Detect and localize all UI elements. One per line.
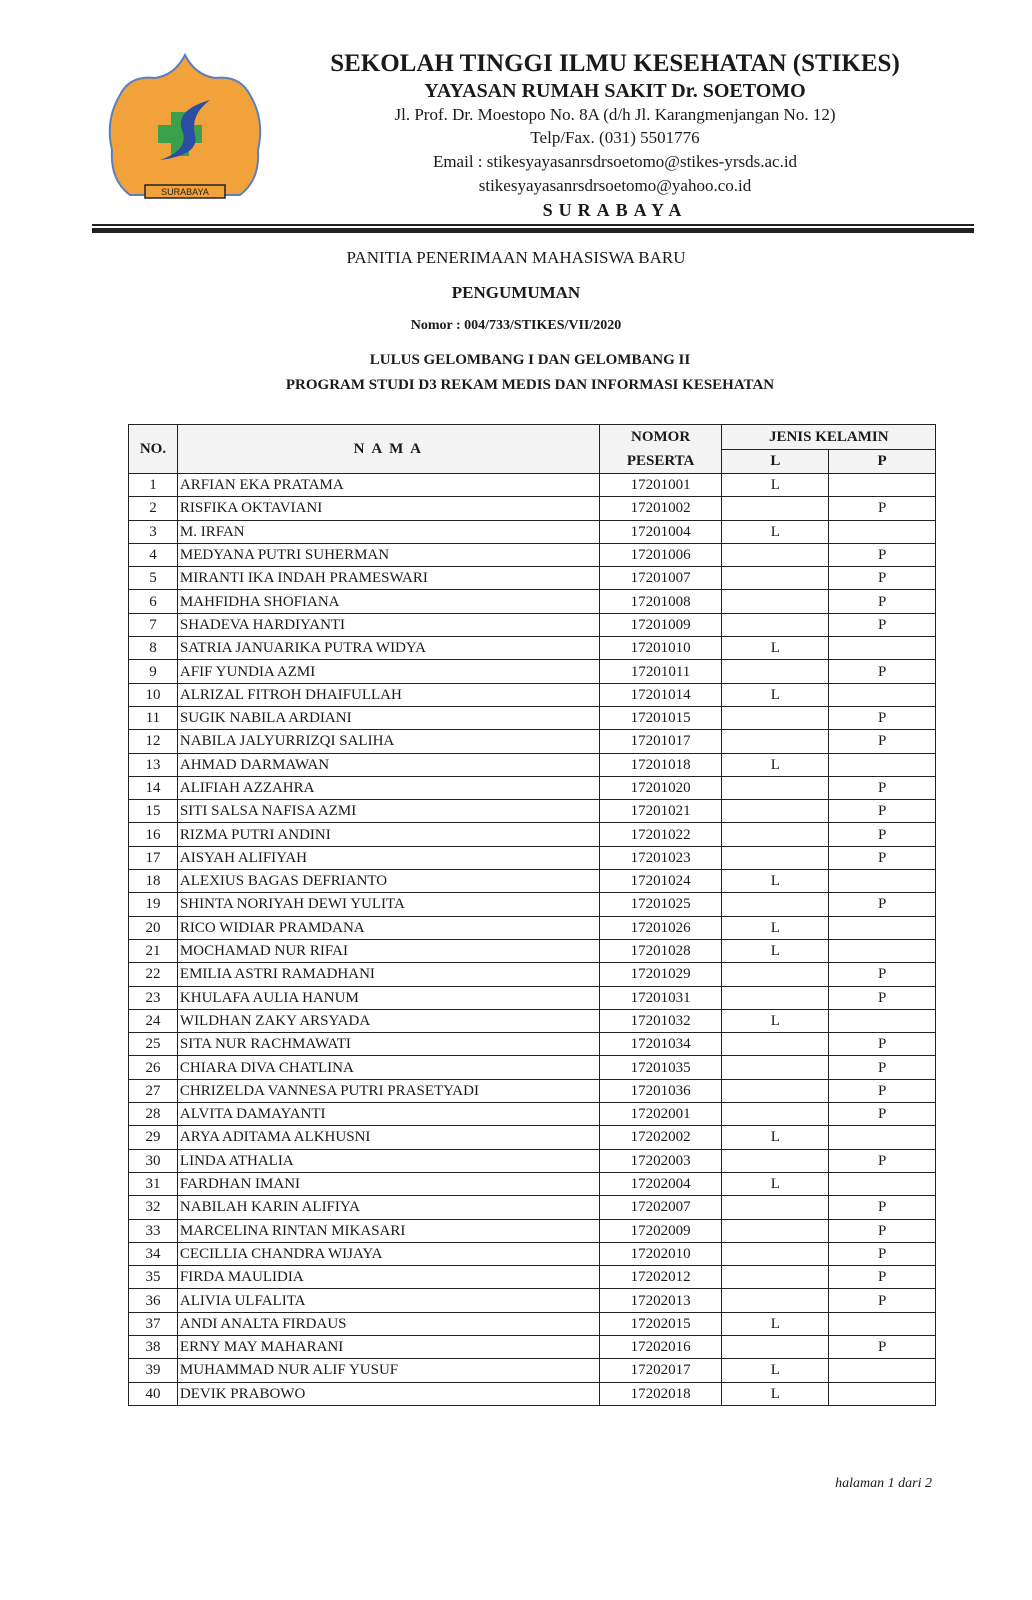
gender-female <box>829 870 936 893</box>
participant-number: 17201011 <box>599 660 722 683</box>
student-name: MARCELINA RINTAN MIKASARI <box>177 1219 599 1242</box>
participant-number: 17202015 <box>599 1312 722 1335</box>
gender-male <box>722 776 829 799</box>
student-name: SHINTA NORIYAH DEWI YULITA <box>177 893 599 916</box>
table-row <box>129 753 936 776</box>
foundation-name: YAYASAN RUMAH SAKIT Dr. SOETOMO <box>424 80 806 102</box>
gender-female <box>829 683 936 706</box>
student-name: AISYAH ALIFIYAH <box>177 846 599 869</box>
gender-female: P <box>829 1103 936 1126</box>
gender-male <box>722 1289 829 1312</box>
row-number: 10 <box>129 683 178 706</box>
table-row <box>129 1009 936 1032</box>
gender-female: P <box>829 1196 936 1219</box>
gender-female <box>829 1312 936 1335</box>
row-number: 40 <box>129 1382 178 1405</box>
row-number: 3 <box>129 520 178 543</box>
gender-male: L <box>722 1126 829 1149</box>
gender-male <box>722 497 829 520</box>
gender-male <box>722 1033 829 1056</box>
gender-male <box>722 613 829 636</box>
row-number: 35 <box>129 1266 178 1289</box>
row-number: 36 <box>129 1289 178 1312</box>
student-name: SUGIK NABILA ARDIANI <box>177 706 599 729</box>
row-number: 28 <box>129 1103 178 1126</box>
gender-female <box>829 1126 936 1149</box>
table-row <box>129 1056 936 1079</box>
gender-male <box>722 1242 829 1265</box>
table-row <box>129 1079 936 1102</box>
gender-male <box>722 1335 829 1358</box>
table-row <box>129 590 936 613</box>
row-number: 39 <box>129 1359 178 1382</box>
table-row <box>129 567 936 590</box>
table-row <box>129 1335 936 1358</box>
row-number: 37 <box>129 1312 178 1335</box>
table-row <box>129 1359 936 1382</box>
gender-male <box>722 893 829 916</box>
gender-female <box>829 1009 936 1032</box>
header-participant-number: NOMOR PESERTA <box>599 425 722 474</box>
table-row <box>129 823 936 846</box>
student-name: SHADEVA HARDIYANTI <box>177 613 599 636</box>
header-female: P <box>829 449 936 474</box>
gender-female: P <box>829 660 936 683</box>
participant-number: 17201010 <box>599 637 722 660</box>
participant-number: 17202003 <box>599 1149 722 1172</box>
participant-number: 17201034 <box>599 1033 722 1056</box>
table-row <box>129 1266 936 1289</box>
row-number: 9 <box>129 660 178 683</box>
row-number: 15 <box>129 800 178 823</box>
gender-male: L <box>722 916 829 939</box>
row-number: 1 <box>129 474 178 497</box>
gender-female: P <box>829 1335 936 1358</box>
gender-female: P <box>829 706 936 729</box>
gender-female: P <box>829 543 936 566</box>
student-name: ARFIAN EKA PRATAMA <box>177 474 599 497</box>
participant-number: 17201032 <box>599 1009 722 1032</box>
gender-male: L <box>722 474 829 497</box>
row-number: 16 <box>129 823 178 846</box>
row-number: 17 <box>129 846 178 869</box>
gender-male: L <box>722 683 829 706</box>
committee-title: PANITIA PENERIMAAN MAHASISWA BARU <box>346 248 686 267</box>
header-male: L <box>722 449 829 474</box>
row-number: 12 <box>129 730 178 753</box>
student-name: DEVIK PRABOWO <box>177 1382 599 1405</box>
row-number: 5 <box>129 567 178 590</box>
participant-number: 17202017 <box>599 1359 722 1382</box>
header-divider <box>92 224 974 226</box>
row-number: 38 <box>129 1335 178 1358</box>
table-row <box>129 660 936 683</box>
gender-male <box>722 660 829 683</box>
gender-male: L <box>722 1172 829 1195</box>
gender-male <box>722 543 829 566</box>
participant-number: 17201021 <box>599 800 722 823</box>
gender-male <box>722 1079 829 1102</box>
student-name: CHIARA DIVA CHATLINA <box>177 1056 599 1079</box>
table-row <box>129 613 936 636</box>
participant-number: 17201017 <box>599 730 722 753</box>
student-name: ALVITA DAMAYANTI <box>177 1103 599 1126</box>
participant-number: 17202001 <box>599 1103 722 1126</box>
gender-male: L <box>722 1359 829 1382</box>
gender-male: L <box>722 637 829 660</box>
table-row <box>129 963 936 986</box>
header-gender: JENIS KELAMIN <box>722 425 936 450</box>
student-name: MAHFIDHA SHOFIANA <box>177 590 599 613</box>
gender-female: P <box>829 1219 936 1242</box>
header-divider-thick <box>92 228 974 233</box>
participant-number: 17201029 <box>599 963 722 986</box>
gender-female: P <box>829 590 936 613</box>
table-row <box>129 1126 936 1149</box>
student-name: FARDHAN IMANI <box>177 1172 599 1195</box>
row-number: 26 <box>129 1056 178 1079</box>
row-number: 14 <box>129 776 178 799</box>
gender-female: P <box>829 613 936 636</box>
subtitle-program: PROGRAM STUDI D3 REKAM MEDIS DAN INFORMASI KESEHATAN <box>285 377 775 393</box>
participant-number: 17201015 <box>599 706 722 729</box>
participant-number: 17202018 <box>599 1382 722 1405</box>
student-name: RICO WIDIAR PRAMDANA <box>177 916 599 939</box>
student-name: NABILAH KARIN ALIFIYA <box>177 1196 599 1219</box>
gender-male <box>722 986 829 1009</box>
student-name: KHULAFA AULIA HANUM <box>177 986 599 1009</box>
gender-male <box>722 1266 829 1289</box>
participant-number: 17201025 <box>599 893 722 916</box>
gender-female <box>829 939 936 962</box>
participant-number: 17202004 <box>599 1172 722 1195</box>
participant-number: 17202007 <box>599 1196 722 1219</box>
email-secondary: stikesyayasanrsdrsoetomo@yahoo.co.id <box>478 176 752 195</box>
row-number: 27 <box>129 1079 178 1102</box>
student-name: AHMAD DARMAWAN <box>177 753 599 776</box>
table-row <box>129 1033 936 1056</box>
table-row <box>129 1289 936 1312</box>
row-number: 18 <box>129 870 178 893</box>
table-row <box>129 683 936 706</box>
table-row <box>129 474 936 497</box>
svg-text:SURABAYA: SURABAYA <box>161 187 209 197</box>
institution-name: SEKOLAH TINGGI ILMU KESEHATAN (STIKES) <box>330 50 900 77</box>
table-row <box>129 543 936 566</box>
student-name: CECILLIA CHANDRA WIJAYA <box>177 1242 599 1265</box>
participant-number: 17202009 <box>599 1219 722 1242</box>
student-name: SITI SALSA NAFISA AZMI <box>177 800 599 823</box>
student-name: ALIFIAH AZZAHRA <box>177 776 599 799</box>
participant-number: 17201001 <box>599 474 722 497</box>
student-name: MEDYANA PUTRI SUHERMAN <box>177 543 599 566</box>
gender-male: L <box>722 1312 829 1335</box>
gender-female <box>829 1382 936 1405</box>
row-number: 13 <box>129 753 178 776</box>
gender-female: P <box>829 1149 936 1172</box>
participant-number: 17201036 <box>599 1079 722 1102</box>
header-name: N A M A <box>177 425 599 474</box>
student-name: RISFIKA OKTAVIANI <box>177 497 599 520</box>
gender-female <box>829 1172 936 1195</box>
participant-number: 17202013 <box>599 1289 722 1312</box>
row-number: 11 <box>129 706 178 729</box>
email-primary: Email : stikesyayasanrsdrsoetomo@stikes-yrsds.ac.id <box>432 152 798 171</box>
student-name: ERNY MAY MAHARANI <box>177 1335 599 1358</box>
gender-female <box>829 753 936 776</box>
row-number: 21 <box>129 939 178 962</box>
gender-male: L <box>722 1382 829 1405</box>
row-number: 34 <box>129 1242 178 1265</box>
student-name: EMILIA ASTRI RAMADHANI <box>177 963 599 986</box>
table-row <box>129 1196 936 1219</box>
participant-number: 17202010 <box>599 1242 722 1265</box>
gender-male <box>722 963 829 986</box>
row-number: 24 <box>129 1009 178 1032</box>
row-number: 6 <box>129 590 178 613</box>
school-logo <box>100 50 270 220</box>
gender-female: P <box>829 1033 936 1056</box>
gender-male <box>722 1196 829 1219</box>
student-name: SATRIA JANUARIKA PUTRA WIDYA <box>177 637 599 660</box>
participant-number: 17201031 <box>599 986 722 1009</box>
student-name: ARYA ADITAMA ALKHUSNI <box>177 1126 599 1149</box>
participant-number: 17201035 <box>599 1056 722 1079</box>
gender-male <box>722 846 829 869</box>
participant-number: 17201022 <box>599 823 722 846</box>
gender-male <box>722 1056 829 1079</box>
address: Jl. Prof. Dr. Moestopo No. 8A (d/h Jl. Karangmenjangan No. 12) <box>394 105 836 124</box>
participant-number: 17202012 <box>599 1266 722 1289</box>
gender-male <box>722 1149 829 1172</box>
table-row <box>129 846 936 869</box>
gender-male <box>722 1103 829 1126</box>
student-name: WILDHAN ZAKY ARSYADA <box>177 1009 599 1032</box>
gender-female: P <box>829 497 936 520</box>
row-number: 4 <box>129 543 178 566</box>
gender-female <box>829 520 936 543</box>
row-number: 2 <box>129 497 178 520</box>
student-name: CHRIZELDA VANNESA PUTRI PRASETYADI <box>177 1079 599 1102</box>
student-name: LINDA ATHALIA <box>177 1149 599 1172</box>
row-number: 8 <box>129 637 178 660</box>
student-name: RIZMA PUTRI ANDINI <box>177 823 599 846</box>
gender-male <box>722 1219 829 1242</box>
row-number: 30 <box>129 1149 178 1172</box>
participant-number: 17202016 <box>599 1335 722 1358</box>
row-number: 7 <box>129 613 178 636</box>
table-row <box>129 916 936 939</box>
gender-female: P <box>829 776 936 799</box>
table-row <box>129 1172 936 1195</box>
student-name: ALEXIUS BAGAS DEFRIANTO <box>177 870 599 893</box>
participant-number: 17201008 <box>599 590 722 613</box>
table-row <box>129 986 936 1009</box>
student-name: ALRIZAL FITROH DHAIFULLAH <box>177 683 599 706</box>
table-row <box>129 520 936 543</box>
participant-number: 17201023 <box>599 846 722 869</box>
participant-number: 17201007 <box>599 567 722 590</box>
table-row <box>129 870 936 893</box>
document-number: Nomor : 004/733/STIKES/VII/2020 <box>410 318 622 333</box>
student-name: SITA NUR RACHMAWATI <box>177 1033 599 1056</box>
student-name: AFIF YUNDIA AZMI <box>177 660 599 683</box>
participant-number: 17201020 <box>599 776 722 799</box>
student-name: FIRDA MAULIDIA <box>177 1266 599 1289</box>
gender-female <box>829 637 936 660</box>
gender-male: L <box>722 939 829 962</box>
gender-female: P <box>829 1079 936 1102</box>
student-name: NABILA JALYURRIZQI SALIHA <box>177 730 599 753</box>
participant-number: 17201018 <box>599 753 722 776</box>
gender-female <box>829 474 936 497</box>
table-row <box>129 776 936 799</box>
student-name: M. IRFAN <box>177 520 599 543</box>
gender-male <box>722 567 829 590</box>
participant-number: 17201024 <box>599 870 722 893</box>
gender-female: P <box>829 1266 936 1289</box>
row-number: 32 <box>129 1196 178 1219</box>
table-row <box>129 1242 936 1265</box>
table-row <box>129 1219 936 1242</box>
student-name: ALIVIA ULFALITA <box>177 1289 599 1312</box>
subtitle-wave: LULUS GELOMBANG I DAN GELOMBANG II <box>369 352 691 368</box>
table-row <box>129 1382 936 1405</box>
gender-male: L <box>722 753 829 776</box>
row-number: 20 <box>129 916 178 939</box>
page-indicator: halaman 1 dari 2 <box>835 1476 932 1491</box>
results-table <box>128 424 936 1406</box>
table-row <box>129 1149 936 1172</box>
gender-male <box>722 800 829 823</box>
document-type: PENGUMUMAN <box>451 283 581 302</box>
participant-number: 17201002 <box>599 497 722 520</box>
gender-female: P <box>829 823 936 846</box>
gender-female: P <box>829 1289 936 1312</box>
row-number: 33 <box>129 1219 178 1242</box>
table-row <box>129 893 936 916</box>
city: SURABAYA <box>542 200 688 220</box>
row-number: 23 <box>129 986 178 1009</box>
gender-female <box>829 1359 936 1382</box>
table-row <box>129 939 936 962</box>
student-name: MIRANTI IKA INDAH PRAMESWARI <box>177 567 599 590</box>
table-row <box>129 1312 936 1335</box>
table-row <box>129 730 936 753</box>
row-number: 22 <box>129 963 178 986</box>
gender-female: P <box>829 1056 936 1079</box>
gender-male: L <box>722 870 829 893</box>
participant-number: 17202002 <box>599 1126 722 1149</box>
gender-female: P <box>829 963 936 986</box>
gender-female: P <box>829 800 936 823</box>
table-row <box>129 497 936 520</box>
gender-female <box>829 916 936 939</box>
header-no: NO. <box>129 425 178 474</box>
row-number: 29 <box>129 1126 178 1149</box>
gender-male: L <box>722 1009 829 1032</box>
participant-number: 17201014 <box>599 683 722 706</box>
gender-female: P <box>829 986 936 1009</box>
table-row <box>129 637 936 660</box>
participant-number: 17201009 <box>599 613 722 636</box>
participant-number: 17201004 <box>599 520 722 543</box>
phone: Telp/Fax. (031) 5501776 <box>530 128 700 147</box>
student-name: MOCHAMAD NUR RIFAI <box>177 939 599 962</box>
participant-number: 17201028 <box>599 939 722 962</box>
gender-female: P <box>829 730 936 753</box>
gender-male: L <box>722 520 829 543</box>
gender-female: P <box>829 846 936 869</box>
row-number: 25 <box>129 1033 178 1056</box>
gender-male <box>722 823 829 846</box>
row-number: 31 <box>129 1172 178 1195</box>
table-row <box>129 1103 936 1126</box>
participant-number: 17201026 <box>599 916 722 939</box>
row-number: 19 <box>129 893 178 916</box>
gender-female: P <box>829 1242 936 1265</box>
gender-male <box>722 730 829 753</box>
student-name: ANDI ANALTA FIRDAUS <box>177 1312 599 1335</box>
gender-male <box>722 590 829 613</box>
gender-male <box>722 706 829 729</box>
participant-number: 17201006 <box>599 543 722 566</box>
table-row <box>129 706 936 729</box>
student-name: MUHAMMAD NUR ALIF YUSUF <box>177 1359 599 1382</box>
gender-female: P <box>829 567 936 590</box>
gender-female: P <box>829 893 936 916</box>
table-row <box>129 800 936 823</box>
